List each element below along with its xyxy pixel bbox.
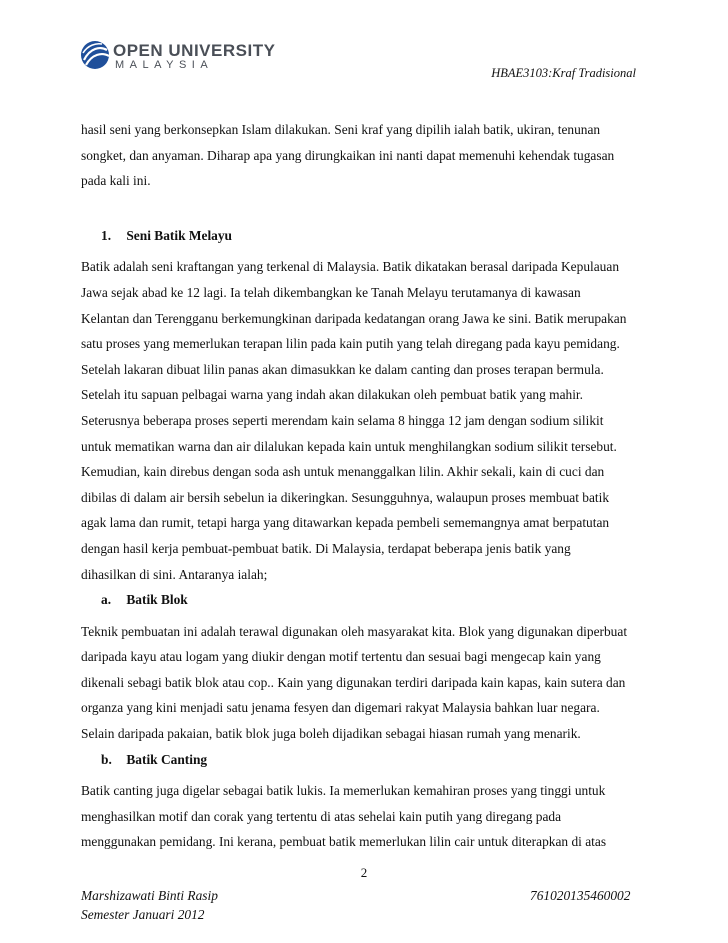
text-line: untuk mematikan warna dan air dilalukan kepada kain untuk menghilangkan sodium silikit tersebut.	[81, 438, 617, 454]
section1-paragraph	[81, 254, 661, 587]
text-line: Jawa sejak abad ke 12 lagi. Ia telah dikembangkan ke Tanah Melayu terutamanya di kawasan	[81, 284, 581, 300]
globe-logo-icon	[80, 40, 110, 70]
subsection-title: Batik Blok	[126, 592, 188, 608]
text-line: agak lama dan rumit, tetapi harga yang ditawarkan kepada pembeli sememangnya amat berpatutan	[81, 515, 610, 531]
text-line: Teknik pembuatan ini adalah terawal digunakan oleh masyarakat kita. Blok yang digunakan diperbuat	[81, 623, 628, 639]
logo-text-malaysia: MALAYSIA	[115, 59, 214, 71]
text-line: menggunakan pemidang. Ini kerana, pembuat batik memerlukan lilin cair untuk diterapkan di atas	[81, 834, 607, 850]
text-line: daripada kayu atau logam yang diukir dengan motif tertentu dan sesuai bagi mengecap kain yang	[81, 649, 601, 665]
footer-author-block	[81, 886, 218, 924]
intro-paragraph	[81, 117, 661, 194]
subsection-heading-batik-canting	[81, 747, 661, 773]
subsection-heading-batik-blok	[81, 587, 661, 613]
text-line: Seterusnya beberapa proses seperti merendam kain selama 8 hingga 12 jam dengan sodium silikit	[81, 412, 604, 428]
text-line: satu proses yang memerlukan terapan lilin pada kain putih yang telah diregang pada kayu pemidang.	[81, 336, 620, 352]
text-line: organza yang kini menjadi satu jenama fesyen dan digemari rakyat Malaysia bahkan luar negara.	[81, 700, 600, 716]
subsection-letter: b.	[101, 751, 112, 767]
section-title: Seni Batik Melayu	[126, 227, 233, 243]
text-line: songket, dan anyaman. Diharap apa yang dirungkaikan ini nanti dapat memenuhi kehendak tugasan	[81, 147, 615, 163]
text-line: dengan hasil kerja pembuat-pembuat batik. Di Malaysia, terdapat beberapa jenis batik yang	[81, 540, 571, 556]
text-line: Kemudian, kain direbus dengan soda ash untuk menanggalkan lilin. Akhir sekali, kain di cuci dan	[81, 464, 605, 480]
footer-author: Marshizawati Binti Rasip	[81, 888, 218, 903]
text-line: Setelah lakaran dibuat lilin panas akan dimasukkan ke dalam canting dan proses terapan bermula.	[81, 361, 604, 377]
text-line: hasil seni yang berkonsepkan Islam dilakukan. Seni kraf yang dipilih ialah batik, ukiran, tenunan	[81, 122, 601, 137]
document-body	[81, 117, 661, 855]
text-line: dikenali sebagi batik blok atau cop.. Kain yang digunakan terdiri daripada kain kapas, kain sutera dan	[81, 674, 626, 690]
subsection-b-paragraph	[81, 778, 661, 855]
text-line: Batik adalah seni kraftangan yang terkenal di Malaysia. Batik dikatakan berasal daripada Kepulauan	[81, 259, 620, 275]
course-code-header: HBAE3103:Kraf Tradisional	[491, 66, 636, 80]
text-line: Kelantan dan Terengganu berkemungkinan daripada kedatangan orang Jawa ke sini. Batik merupakan	[81, 310, 627, 326]
page-number: 2	[360, 865, 368, 880]
text-line: Setelah itu sapuan pelbagai warna yang indah akan dilakukan oleh pembuat batik yang mahir.	[81, 387, 583, 403]
footer-semester: Semester Januari 2012	[81, 907, 205, 922]
subsection-letter: a.	[101, 592, 112, 608]
subsection-title: Batik Canting	[126, 751, 208, 767]
section-heading-seni-batik-melayu	[81, 223, 661, 249]
text-line: menghasilkan motif dan corak yang tertentu di atas sehelai kain putih yang diregang pada	[81, 808, 562, 824]
text-line: Selain daripada pakaian, batik blok juga boleh dijadikan sebagai hiasan rumah yang menarik.	[81, 726, 581, 742]
university-logo	[80, 38, 276, 84]
text-line: dihasilkan di sini. Antaranya ialah;	[81, 566, 268, 582]
section-number: 1.	[101, 227, 112, 243]
text-line: pada kali ini.	[81, 173, 151, 189]
subsection-a-paragraph	[81, 619, 661, 747]
text-line: Batik canting juga digelar sebagai batik lukis. Ia memerlukan kemahiran proses yang tinggi untuk	[81, 783, 606, 799]
text-line: dibilas di dalam air bersih sebelun ia dikeringkan. Sesungguhnya, walaupun proses membuat batik	[81, 489, 610, 505]
footer-id-number: 761020135460002	[530, 888, 631, 903]
logo-text-open-university: OPEN UNIVERSITY	[113, 41, 276, 60]
